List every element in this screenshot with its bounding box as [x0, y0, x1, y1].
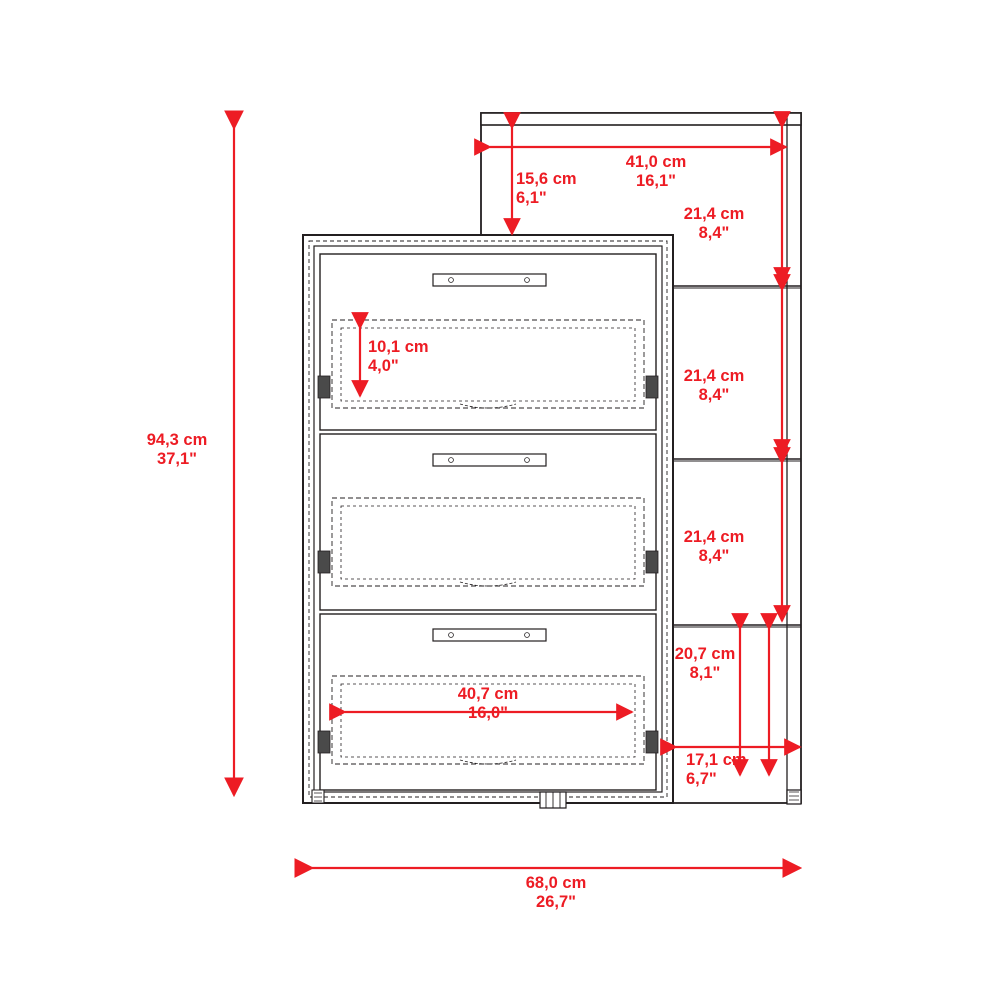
drawer-height-in: 4,0": [368, 357, 399, 376]
shelf-gap-4-in: 8,1": [689, 664, 721, 683]
top-depth-in: 6,1": [516, 189, 547, 208]
overall-width-in: 26,7": [536, 893, 576, 912]
top-inner-width-in: 16,1": [636, 172, 676, 191]
dimension-label-shelf-gap-4: [648, 645, 762, 684]
top-depth-cm: 15,6 cm: [516, 170, 577, 188]
dimension-label-overall-height: [118, 431, 236, 470]
dimension-label-drawer-height: [368, 338, 464, 377]
drawer-width-in: 16,0": [468, 704, 508, 723]
shelf-gap-1-in: 8,4": [698, 224, 730, 243]
top-inner-width-cm: 41,0 cm: [625, 153, 687, 171]
dimension-label-top-inner-width: [598, 153, 714, 192]
shelf-gap-3-cm: 21,4 cm: [683, 528, 745, 546]
dimension-label-overall-width: [496, 874, 616, 913]
overall-width-cm: 68,0 cm: [525, 874, 587, 892]
shelf-gap-2-in: 8,4": [698, 386, 730, 405]
overall-height-cm: 94,3 cm: [146, 431, 208, 449]
side-depth-in: 6,7": [686, 770, 717, 789]
dimension-label-drawer-width: [430, 685, 546, 724]
shelf-gap-3-in: 8,4": [698, 547, 730, 566]
overall-height-in: 37,1": [157, 450, 197, 469]
drawer-width-cm: 40,7 cm: [457, 685, 519, 703]
shelf-gap-2-cm: 21,4 cm: [683, 367, 745, 385]
side-depth-cm: 17,1 cm: [686, 751, 747, 769]
dimension-label-side-depth: [686, 751, 782, 790]
dimension-label-shelf-gap-1: [655, 205, 773, 244]
drawer-height-cm: 10,1 cm: [368, 338, 429, 356]
shelf-gap-4-cm: 20,7 cm: [674, 645, 736, 663]
dimension-label-shelf-gap-3: [655, 528, 773, 567]
shelf-gap-1-cm: 21,4 cm: [683, 205, 745, 223]
dimension-label-shelf-gap-2: [655, 367, 773, 406]
